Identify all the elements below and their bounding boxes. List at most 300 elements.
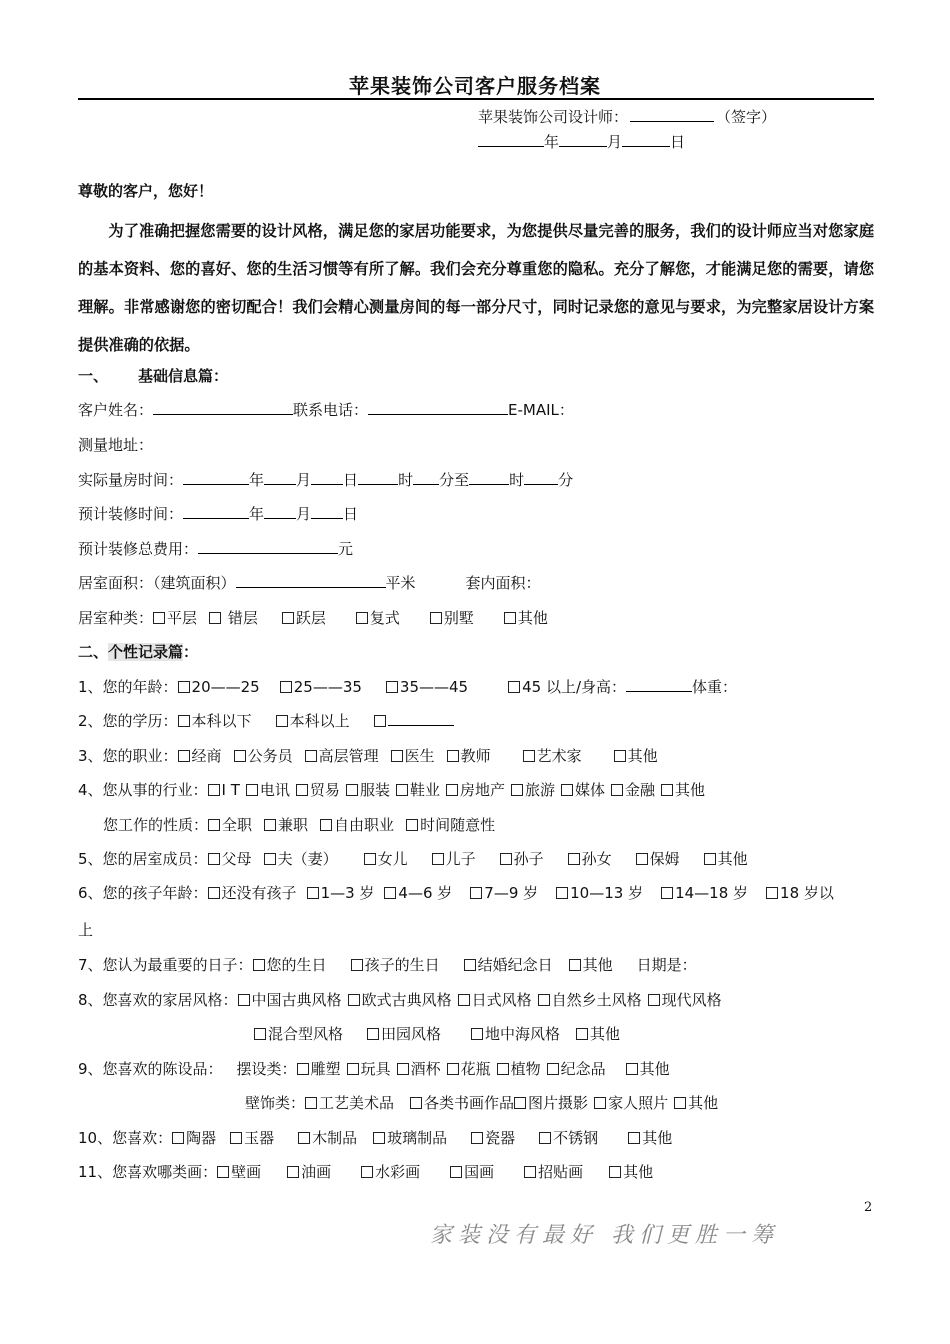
child-age-option[interactable] [384, 884, 452, 902]
option-label: 日式风格 [471, 991, 532, 1009]
signature-date [478, 131, 685, 153]
option-label: 其他 [623, 1163, 654, 1181]
material-option[interactable] [539, 1129, 598, 1147]
title-divider [78, 98, 874, 100]
painting-option[interactable] [609, 1163, 653, 1181]
option-label: 20——25 [191, 678, 260, 696]
option-label: 自然乡土风格 [551, 991, 642, 1009]
option-label: 结婚纪念日 [477, 956, 553, 974]
house-type-option[interactable] [430, 609, 474, 627]
q4b-label: 您工作的性质： [103, 816, 209, 834]
q9-wall-decor [245, 1093, 718, 1113]
checkbox[interactable] [209, 612, 221, 624]
style-option[interactable] [648, 991, 722, 1009]
q8-style [78, 990, 722, 1010]
q9-label: 9、您喜欢的陈设品： [78, 1060, 223, 1078]
option-label: 图片摄影 [528, 1094, 589, 1112]
checkbox[interactable] [432, 853, 444, 865]
painting-option[interactable] [450, 1163, 494, 1181]
education-other-field[interactable] [388, 711, 454, 726]
occupation-option[interactable] [305, 747, 379, 765]
decor-option[interactable] [447, 1060, 491, 1078]
area-unit: 平米 [385, 574, 416, 592]
option-label: 孩子的生日 [364, 956, 440, 974]
height-field[interactable] [626, 677, 692, 692]
checkbox[interactable] [254, 1028, 266, 1040]
designer-signature-line [478, 106, 776, 128]
option-label: 25——35 [293, 678, 362, 696]
reno-time-row [78, 504, 358, 524]
occupation-option[interactable] [178, 747, 222, 765]
household-option[interactable] [364, 850, 408, 868]
checkbox[interactable] [234, 750, 246, 762]
checkbox[interactable] [356, 612, 368, 624]
unit-hour: 时 [398, 471, 414, 489]
age-option[interactable] [386, 678, 468, 696]
painting-option[interactable] [361, 1163, 420, 1181]
industry-option[interactable] [561, 781, 605, 799]
checkbox[interactable] [514, 1097, 526, 1109]
checkbox[interactable] [447, 1063, 459, 1075]
option-label: 14—18 岁 [675, 884, 749, 902]
q6-continuation: 上 [78, 921, 94, 939]
household-option[interactable] [500, 850, 544, 868]
option-label: 鞋业 [409, 781, 440, 799]
checkbox[interactable] [264, 819, 276, 831]
option-label: 艺术家 [536, 747, 582, 765]
option-label: 混合型风格 [268, 1025, 344, 1043]
checkbox[interactable] [373, 1132, 385, 1144]
q9b-label: 壁饰类： [245, 1094, 306, 1112]
date-label: 日期是： [636, 956, 697, 974]
style-option[interactable] [348, 991, 452, 1009]
q7-important-day [78, 955, 697, 975]
checkbox[interactable] [178, 715, 190, 727]
industry-option[interactable] [396, 781, 440, 799]
section2-colon: ： [183, 643, 199, 661]
wall-decor-option[interactable] [594, 1094, 668, 1112]
important-day-option[interactable] [464, 956, 553, 974]
checkbox[interactable] [178, 681, 190, 693]
checkbox[interactable] [500, 853, 512, 865]
household-option[interactable] [636, 850, 680, 868]
reno-year-field[interactable] [183, 504, 249, 519]
measure-min-field[interactable] [413, 470, 439, 485]
checkbox[interactable] [538, 994, 550, 1006]
house-type-label: 居室种类： [78, 609, 154, 627]
checkbox[interactable] [305, 750, 317, 762]
section2-number: 二、 [78, 643, 109, 661]
option-label: 别墅 [443, 609, 474, 627]
checkbox[interactable] [238, 994, 250, 1006]
contact-row [78, 400, 574, 420]
style-option[interactable] [458, 991, 532, 1009]
page-number: 2 [864, 1200, 873, 1215]
industry-option[interactable] [611, 781, 655, 799]
checkbox[interactable] [351, 959, 363, 971]
option-label: 父母 [221, 850, 252, 868]
checkbox[interactable] [547, 1063, 559, 1075]
q5-label: 5、您的居室成员： [78, 850, 208, 868]
option-label: 自由职业 [334, 816, 395, 834]
option-label: 全职 [222, 816, 253, 834]
checkbox[interactable] [172, 1132, 184, 1144]
option-label: 其他 [642, 1129, 673, 1147]
date-day-label: 日 [670, 133, 686, 151]
material-option[interactable] [230, 1129, 274, 1147]
measure-month-field[interactable] [264, 470, 296, 485]
reno-day-field[interactable] [311, 504, 343, 519]
important-day-option[interactable] [569, 956, 613, 974]
greeting: 尊敬的客户，您好！ [78, 182, 214, 200]
child-age-option[interactable] [208, 884, 297, 902]
option-label: 旅游 [524, 781, 555, 799]
checkbox[interactable] [458, 994, 470, 1006]
wall-decor-option[interactable] [305, 1094, 394, 1112]
checkbox[interactable] [374, 715, 386, 727]
checkbox[interactable] [628, 1132, 640, 1144]
style-option[interactable] [254, 1025, 343, 1043]
checkbox[interactable] [153, 612, 165, 624]
checkbox[interactable] [450, 1166, 462, 1178]
option-label: 玻璃制品 [387, 1129, 448, 1147]
option-label: 酒杯 [410, 1060, 441, 1078]
date-month-label: 月 [607, 133, 623, 151]
measure-min2-field[interactable] [524, 470, 558, 485]
decor-option[interactable] [626, 1060, 670, 1078]
option-label: 其他 [590, 1025, 621, 1043]
checkbox[interactable] [626, 1063, 638, 1075]
checkbox[interactable] [208, 853, 220, 865]
phone-label: 联系电话： [293, 401, 369, 419]
checkbox[interactable] [276, 715, 288, 727]
option-label: 玩具 [360, 1060, 391, 1078]
q1-label: 1、您的年龄： [78, 678, 178, 696]
checkbox[interactable] [367, 1028, 379, 1040]
intro-paragraph: 为了准确把握您需要的设计风格，满足您的家居功能要求，为您提供尽量完善的服务，我们的设计师应当对您家庭的基本资料、您的喜好、您的生活习惯等有所了解。我们会充分尊重您的隐私。充分了解您，才能满足您的需要，请您理解。非常感谢您的密切配合！我们会精心测量房间的每一部分尺寸，同时记录您的意见与要求，为完整家居设计方案提供准确的依据。 [78, 222, 874, 354]
checkbox[interactable] [397, 1063, 409, 1075]
option-label: 植物 [510, 1060, 541, 1078]
area-field[interactable] [236, 573, 386, 588]
child-age-option[interactable] [766, 884, 834, 902]
option-label: 房地产 [459, 781, 505, 799]
checkbox[interactable] [264, 853, 276, 865]
checkbox[interactable] [296, 784, 308, 796]
checkbox[interactable] [524, 1166, 536, 1178]
style-option[interactable] [471, 1025, 560, 1043]
checkbox[interactable] [766, 887, 778, 899]
checkbox[interactable] [636, 853, 648, 865]
industry-option[interactable] [511, 781, 555, 799]
option-label: 花瓶 [460, 1060, 491, 1078]
option-label: 贸易 [309, 781, 340, 799]
industry-option[interactable] [296, 781, 340, 799]
measure-hour-field[interactable] [358, 470, 398, 485]
checkbox[interactable] [361, 1166, 373, 1178]
material-option[interactable] [172, 1129, 216, 1147]
checkbox[interactable] [614, 750, 626, 762]
option-label: 平层 [167, 609, 198, 627]
material-option[interactable] [298, 1129, 357, 1147]
checkbox[interactable] [298, 1132, 310, 1144]
option-label: 其他 [627, 747, 658, 765]
name-field[interactable] [153, 400, 293, 415]
checkbox[interactable] [406, 819, 418, 831]
checkbox[interactable] [282, 612, 294, 624]
house-type-option[interactable] [153, 609, 197, 627]
household-option[interactable] [704, 850, 748, 868]
option-label: 本科以上 [289, 712, 350, 730]
q9a-label: 摆设类： [236, 1060, 297, 1078]
industry-option[interactable] [661, 781, 705, 799]
style-option[interactable] [538, 991, 642, 1009]
option-label: 水彩画 [375, 1163, 421, 1181]
option-label: 媒体 [575, 781, 606, 799]
checkbox[interactable] [364, 853, 376, 865]
painting-option[interactable] [287, 1163, 331, 1181]
industry-option[interactable] [208, 781, 240, 799]
q7-label: 7、您认为最重要的日子： [78, 956, 253, 974]
option-label: 各类书画作品 [424, 1094, 515, 1112]
household-option[interactable] [432, 850, 476, 868]
decor-option[interactable] [347, 1060, 391, 1078]
checkbox[interactable] [674, 1097, 686, 1109]
weight-label: 体重： [692, 678, 738, 696]
occupation-option[interactable] [391, 747, 435, 765]
option-label: 错层 [227, 609, 258, 627]
checkbox[interactable] [556, 887, 568, 899]
q1-age [78, 677, 737, 697]
option-label: 孙女 [581, 850, 612, 868]
checkbox[interactable] [576, 1028, 588, 1040]
education-option-other[interactable] [374, 712, 454, 730]
q2-label: 2、您的学历： [78, 712, 178, 730]
date-year-blank[interactable] [478, 132, 544, 147]
checkbox[interactable] [661, 887, 673, 899]
option-label: 地中海风格 [485, 1025, 561, 1043]
checkbox[interactable] [504, 612, 516, 624]
option-label: 欧式古典风格 [361, 991, 452, 1009]
house-type-option[interactable] [282, 609, 326, 627]
house-type-option[interactable] [209, 609, 258, 627]
option-label: 保姆 [649, 850, 680, 868]
q11-label: 11、您喜欢哪类画： [78, 1163, 218, 1181]
q8-style-continued [254, 1024, 620, 1044]
checkbox[interactable] [508, 681, 520, 693]
checkbox[interactable] [178, 750, 190, 762]
education-option[interactable] [276, 712, 350, 730]
designer-signature-blank[interactable] [630, 107, 714, 122]
checkbox[interactable] [208, 784, 220, 796]
option-label: 其他 [582, 956, 613, 974]
industry-option[interactable] [346, 781, 390, 799]
checkbox[interactable] [230, 1132, 242, 1144]
unit-min: 分 [558, 471, 574, 489]
option-label: 4—6 岁 [398, 884, 453, 902]
option-label: 复式 [369, 609, 400, 627]
industry-option[interactable] [246, 781, 290, 799]
decor-option[interactable] [297, 1060, 341, 1078]
checkbox[interactable] [320, 819, 332, 831]
checkbox[interactable] [307, 887, 319, 899]
checkbox[interactable] [305, 1097, 317, 1109]
work-nature-option[interactable] [320, 816, 394, 834]
painting-option[interactable] [217, 1163, 261, 1181]
household-option[interactable] [264, 850, 338, 868]
occupation-option[interactable] [234, 747, 293, 765]
option-label: 瓷器 [485, 1129, 516, 1147]
option-label: 工艺美术品 [319, 1094, 395, 1112]
q4-work-nature [103, 815, 495, 835]
checkbox[interactable] [386, 681, 398, 693]
checkbox[interactable] [347, 1063, 359, 1075]
q9-decor [78, 1059, 670, 1079]
checkbox[interactable] [497, 1063, 509, 1075]
unit-min-to: 分至 [439, 471, 470, 489]
household-option[interactable] [208, 850, 252, 868]
option-label: 7—9 岁 [484, 884, 539, 902]
area-label: 居室面积：（建筑面积） [78, 574, 236, 592]
checkbox[interactable] [648, 994, 660, 1006]
checkbox[interactable] [471, 1132, 483, 1144]
work-nature-option[interactable] [208, 816, 252, 834]
checkbox[interactable] [511, 784, 523, 796]
decor-option[interactable] [497, 1060, 541, 1078]
wall-decor-option[interactable] [410, 1094, 514, 1112]
q4-label: 4、您从事的行业： [78, 781, 208, 799]
option-label: 玉器 [244, 1129, 275, 1147]
reno-month-field[interactable] [264, 504, 296, 519]
house-type-row [78, 608, 560, 628]
measure-hour2-field[interactable] [469, 470, 509, 485]
important-day-option[interactable] [351, 956, 440, 974]
checkbox[interactable] [280, 681, 292, 693]
wall-decor-option[interactable] [514, 1094, 588, 1112]
phone-field[interactable] [368, 400, 508, 415]
checkbox[interactable] [661, 784, 673, 796]
measure-year-field[interactable] [183, 470, 249, 485]
checkbox[interactable] [208, 887, 220, 899]
child-age-option[interactable] [661, 884, 748, 902]
occupation-option[interactable] [447, 747, 491, 765]
q2-education [78, 711, 454, 731]
section1-title: 基础信息篇： [138, 367, 229, 385]
checkbox[interactable] [447, 750, 459, 762]
section1-number: 一、 [78, 367, 109, 385]
checkbox[interactable] [346, 784, 358, 796]
decor-option[interactable] [397, 1060, 441, 1078]
checkbox[interactable] [297, 1063, 309, 1075]
q8-label: 8、您喜欢的家居风格： [78, 991, 238, 1009]
option-label: 35——45 [399, 678, 469, 696]
checkbox[interactable] [464, 959, 476, 971]
style-option[interactable] [238, 991, 342, 1009]
child-age-option[interactable] [470, 884, 538, 902]
checkbox[interactable] [208, 819, 220, 831]
style-option[interactable] [367, 1025, 441, 1043]
measure-time-row [78, 470, 573, 490]
checkbox[interactable] [523, 750, 535, 762]
checkbox[interactable] [217, 1166, 229, 1178]
checkbox[interactable] [246, 784, 258, 796]
checkbox[interactable] [471, 1028, 483, 1040]
occupation-option[interactable] [523, 747, 582, 765]
age-option[interactable] [178, 678, 260, 696]
checkbox[interactable] [287, 1166, 299, 1178]
date-month-blank[interactable] [559, 132, 607, 147]
decor-option[interactable] [547, 1060, 606, 1078]
style-option[interactable] [576, 1025, 620, 1043]
checkbox[interactable] [391, 750, 403, 762]
option-label: 中国古典风格 [251, 991, 342, 1009]
checkbox[interactable] [609, 1166, 621, 1178]
checkbox[interactable] [253, 959, 265, 971]
unit-month: 月 [296, 471, 312, 489]
option-label: 壁画 [231, 1163, 262, 1181]
work-nature-option[interactable] [406, 816, 495, 834]
date-day-blank[interactable] [622, 132, 670, 147]
q6-label: 6、您的孩子年龄： [78, 884, 208, 902]
checkbox[interactable] [430, 612, 442, 624]
option-label: 其他 [717, 850, 748, 868]
checkbox[interactable] [396, 784, 408, 796]
important-day-option[interactable] [253, 956, 327, 974]
unit-year: 年 [249, 471, 265, 489]
option-label: 雕塑 [310, 1060, 341, 1078]
material-option[interactable] [471, 1129, 515, 1147]
checkbox[interactable] [470, 887, 482, 899]
age-option[interactable] [508, 678, 626, 696]
house-type-option[interactable] [356, 609, 400, 627]
checkbox[interactable] [446, 784, 458, 796]
checkbox[interactable] [704, 853, 716, 865]
material-option[interactable] [373, 1129, 447, 1147]
area-row [78, 573, 541, 593]
option-label: 18 岁以 [780, 884, 834, 902]
date-year-label: 年 [544, 133, 560, 151]
checkbox[interactable] [569, 959, 581, 971]
material-option[interactable] [628, 1129, 672, 1147]
wall-decor-option[interactable] [674, 1094, 718, 1112]
occupation-option[interactable] [614, 747, 658, 765]
checkbox[interactable] [348, 994, 360, 1006]
checkbox[interactable] [384, 887, 396, 899]
checkbox[interactable] [611, 784, 623, 796]
checkbox[interactable] [561, 784, 573, 796]
checkbox[interactable] [410, 1097, 422, 1109]
child-age-option[interactable] [556, 884, 643, 902]
option-label: 时间随意性 [420, 816, 496, 834]
age-option[interactable] [280, 678, 362, 696]
unit-day: 日 [343, 505, 359, 523]
email-label: E-MAIL： [508, 401, 574, 419]
option-label: 金融 [625, 781, 656, 799]
industry-option[interactable] [446, 781, 505, 799]
cost-field[interactable] [198, 539, 338, 554]
checkbox[interactable] [568, 853, 580, 865]
checkbox[interactable] [539, 1132, 551, 1144]
option-label: 不锈钢 [553, 1129, 599, 1147]
cost-unit: 元 [338, 540, 354, 558]
child-age-option[interactable] [307, 884, 375, 902]
checkbox[interactable] [594, 1097, 606, 1109]
house-type-option[interactable] [504, 609, 548, 627]
painting-option[interactable] [524, 1163, 583, 1181]
work-nature-option[interactable] [264, 816, 308, 834]
education-option[interactable] [178, 712, 252, 730]
household-option[interactable] [568, 850, 612, 868]
measure-day-field[interactable] [311, 470, 343, 485]
